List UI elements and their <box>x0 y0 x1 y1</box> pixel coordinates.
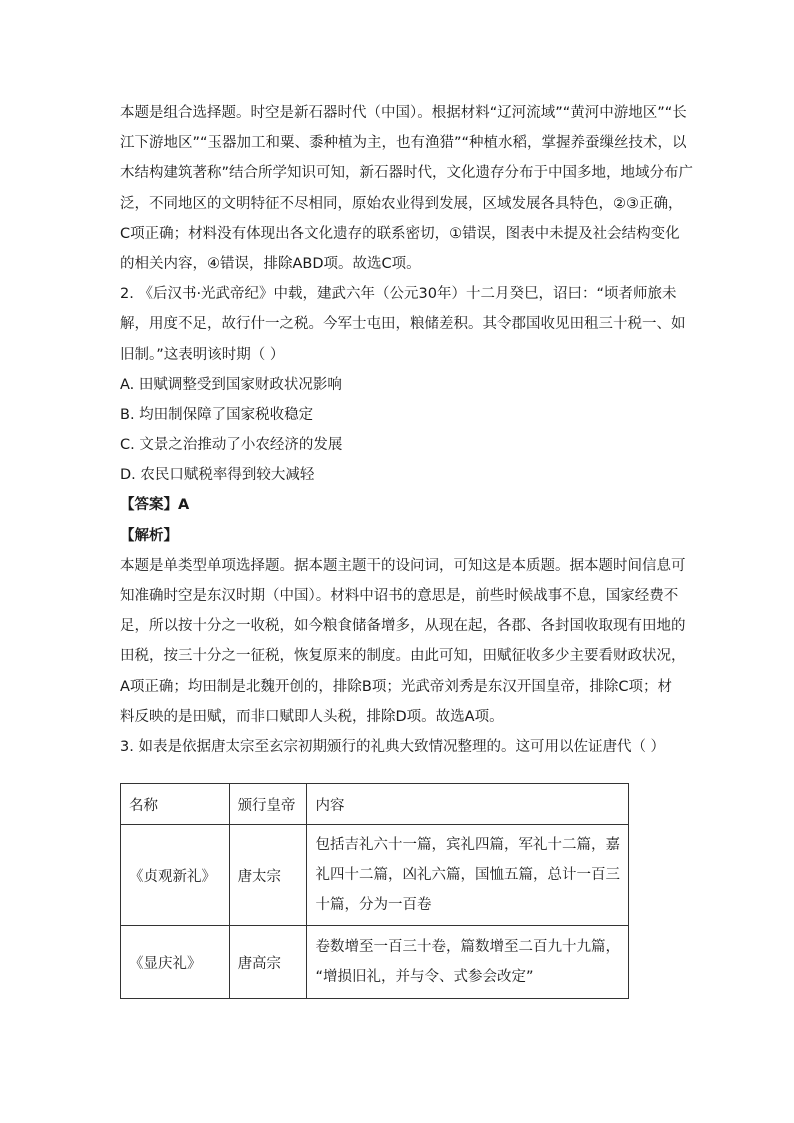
q2-analysis-line: 足，所以按十分之一收税，如今粮食储备增多，从现在起，各郡、各封国收取现有田地的 <box>120 618 686 635</box>
q2-stem-line: 2. 《后汉书·光武帝纪》中载，建武六年（公元30年）十二月癸巳，诏曰：“顷者师旅未 <box>120 286 677 303</box>
q2-analysis-line: 本题是单类型单项选择题。据本题主题干的设问词，可知这是本质题。据本题时间信息可 <box>120 557 686 574</box>
table-row <box>121 926 629 999</box>
q1-analysis-line: 本题是组合选择题。时空是新石器时代（中国）。根据材料“辽河流域”“黄河中游地区”“长 <box>120 105 687 121</box>
table-cell-content <box>307 926 629 999</box>
q1-analysis-line: 的相关内容，④错误，排除ABD项。故选C项。 <box>120 255 421 272</box>
table-cell-content-line: “增损旧礼，并与令、式参会改定” <box>315 969 534 985</box>
q1-analysis-line: 江下游地区”“玉器加工和粟、黍种植为主，也有渔猎”“种植水稻，掌握养蚕缫丝技术，以 <box>120 135 687 152</box>
q2-answer: 【答案】A <box>120 497 190 514</box>
ritual-code-table <box>120 783 629 999</box>
table-cell-content-line: 礼四十二篇，凶礼六篇，国恤五篇，总计一百三 <box>315 867 620 883</box>
table-header-content: 内容 <box>307 784 629 825</box>
table-cell-content-line: 卷数增至一百三十卷，篇数增至二百九十九篇， <box>315 939 620 955</box>
table-cell-emperor: 唐高宗 <box>229 926 307 999</box>
q2-option-c: C. 文景之治推动了小农经济的发展 <box>120 437 343 454</box>
q1-analysis-line: 木结构建筑著称”结合所学知识可知，新石器时代，文化遗存分布于中国多地，地域分布广 <box>120 165 694 182</box>
table-cell-name: 《显庆礼》 <box>121 926 230 999</box>
table-cell-content-line: 包括吉礼六十一篇，宾礼四篇，军礼十二篇，嘉 <box>315 837 620 853</box>
q3-stem: 3. 如表是依据唐太宗至玄宗初期颁行的礼典大致情况整理的。这可用以佐证唐代（ ） <box>120 738 666 755</box>
table-cell-emperor: 唐太宗 <box>229 825 307 926</box>
document-body <box>120 98 694 762</box>
table-header-name: 名称 <box>121 784 230 825</box>
table-header-row <box>121 784 629 825</box>
q2-stem-line: 旧制。”这表明该时期（ ） <box>120 346 285 363</box>
q1-analysis-line: 泛，不同地区的文明特征不尽相同，原始农业得到发展，区域发展各具特色，②③正确， <box>120 195 683 212</box>
q2-option-a: A. 田赋调整受到国家财政状况影响 <box>120 376 342 393</box>
q2-stem-line: 解，用度不足，故行什一之税。今军士屯田，粮储差积。其令郡国收见田租三十税一、如 <box>120 316 686 333</box>
q2-analysis-label: 【解析】 <box>120 527 178 544</box>
q2-option-b: B. 均田制保障了国家税收稳定 <box>120 406 314 423</box>
table-row <box>121 825 629 926</box>
q2-option-d: D. 农民口赋税率得到较大减轻 <box>120 467 315 484</box>
q2-analysis-line: A项正确；均田制是北魏开创的，排除B项；光武帝刘秀是东汉开国皇帝，排除C项；材 <box>120 678 672 695</box>
table-cell-content <box>307 825 629 926</box>
table-header-emperor: 颁行皇帝 <box>229 784 307 825</box>
q1-analysis-line: C项正确；材料没有体现出各文化遗存的联系密切，①错误，图表中未提及社会结构变化 <box>120 225 680 242</box>
q2-analysis-line: 料反映的是田赋，而非口赋即人头税，排除D项。故选A项。 <box>120 708 504 725</box>
q2-analysis-line: 知准确时空是东汉时期（中国）。材料中诏书的意思是，前些时候战事不息，国家经费不 <box>120 588 679 604</box>
table-cell-name: 《贞观新礼》 <box>121 825 230 926</box>
q2-analysis-line: 田税，按三十分之一征税，恢复原来的制度。由此可知，田赋征收多少主要看财政状况， <box>120 648 686 665</box>
table-cell-content-line: 十篇，分为一百卷 <box>315 897 432 913</box>
